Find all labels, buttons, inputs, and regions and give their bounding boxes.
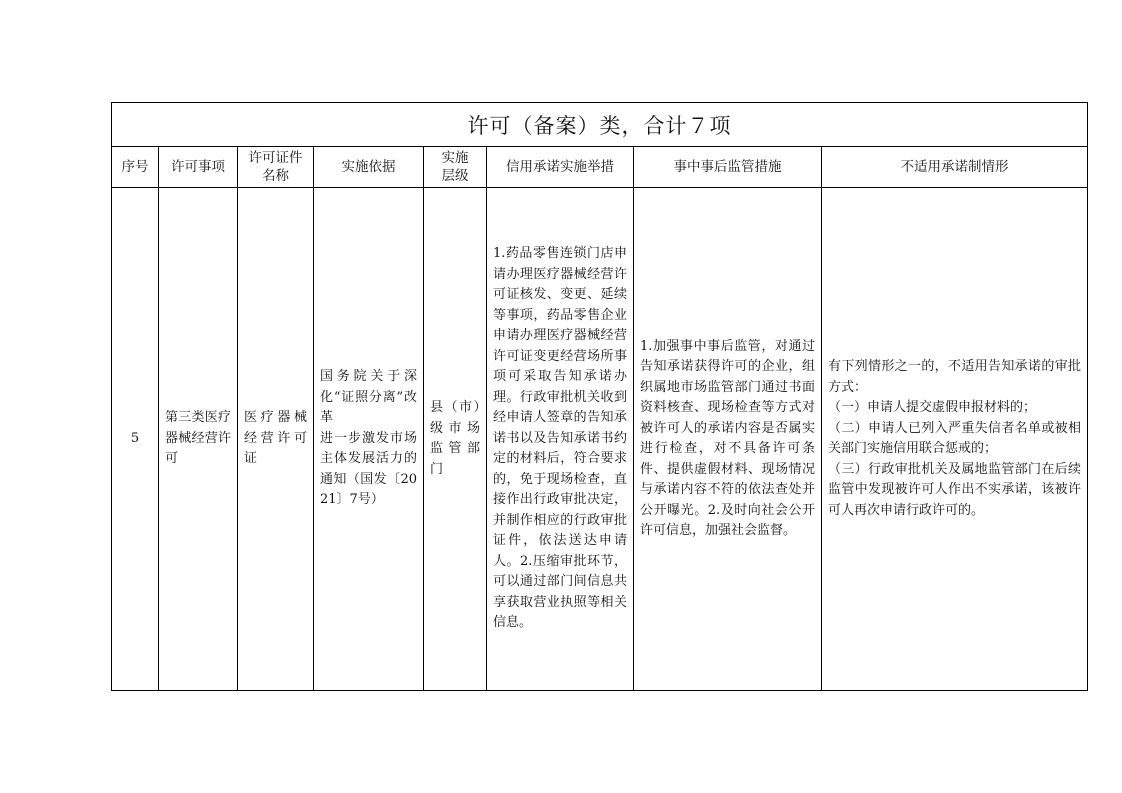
permit-table (111, 102, 1088, 691)
header-exclusion: 不适用承诺制情形 (822, 147, 1088, 188)
exclusion-item-2: （二）申请人已列入严重失信者名单或被相关部门实施信用联合惩戒的； (828, 420, 1081, 456)
basis-line1: 国务院关于深化“证照分离”改革 (320, 369, 417, 426)
header-cert-line1: 许可证件 (248, 150, 303, 166)
header-level-line2: 层级 (441, 168, 469, 184)
cell-supervision-text: 1.加强事中事后监管，对通过告知承诺获得许可的企业，组织属地市场监管部门通过书面资料核查、现场检查等方式对被许可人的承诺内容是否属实进行检查，对不具备许可条件、提供虚假材料、现场情况与承诺内容不符的依法查处并公开曝光。2.及时向社会公开许可信息，加强社会监督。 (640, 338, 815, 538)
exclusion-item-1: （一）申请人提交虚假申报材料的； (828, 400, 1037, 415)
header-cert (238, 147, 314, 188)
header-measure: 信用承诺实施举措 (487, 147, 634, 188)
cell-basis (314, 188, 424, 691)
exclusion-intro: 有下列情形之一的，不适用告知承诺的审批方式： (828, 359, 1081, 395)
cell-seq-text: 5 (130, 430, 140, 446)
cell-supervision (634, 188, 822, 691)
header-item: 许可事项 (159, 147, 238, 188)
cell-cert-text: 医疗器械经营许可证 (244, 410, 307, 467)
basis-line2: 进一步激发市场主体发展活力的通知（国发〔2021〕7号） (320, 430, 417, 508)
header-cert-line2: 名称 (262, 168, 289, 184)
cell-measure-text: 1.药品零售连锁门店申请办理医疗器械经营许可证核发、变更、延续等事项，药品零售企业申请办理医疗器械经营许可证变更经营场所事项可采取告知承诺办理。行政审批机关收到经申请人签章的告知承诺书以及告知承诺书约定的材料后，符合要求的，免于现场检查，直接作出行政审批决定，并制作相应的行政审批证件，依法送达申请人。2.压缩审批环节，可以通过部门间信息共享获取营业执照等相关信息。 (493, 246, 627, 631)
cell-item (159, 188, 238, 691)
exclusion-item-3: （三）行政审批机关及属地监管部门在后续监管中发现被许可人作出不实承诺，该被许可人再次申请行政许可的。 (828, 461, 1081, 518)
cell-cert (238, 188, 314, 691)
table-title-row (112, 103, 1088, 147)
cell-exclusion (822, 188, 1088, 691)
table-header-row (112, 147, 1088, 188)
cell-seq (112, 188, 159, 691)
cell-basis-text (314, 367, 423, 511)
header-basis: 实施依据 (314, 147, 424, 188)
cell-level-text: 县（市）级市场监管部门 (430, 400, 480, 477)
header-level-line1: 实施 (441, 150, 469, 166)
cell-measure (487, 188, 634, 691)
header-level (424, 147, 487, 188)
table-row (112, 188, 1088, 691)
cell-exclusion-text (822, 357, 1087, 521)
table-title: 许可（备案）类，合计７项 (112, 103, 1088, 147)
header-seq: 序号 (112, 147, 159, 188)
cell-item-text: 第三类医疗器械经营许可 (165, 410, 231, 467)
header-supervision: 事中事后监管措施 (634, 147, 822, 188)
cell-level (424, 188, 487, 691)
